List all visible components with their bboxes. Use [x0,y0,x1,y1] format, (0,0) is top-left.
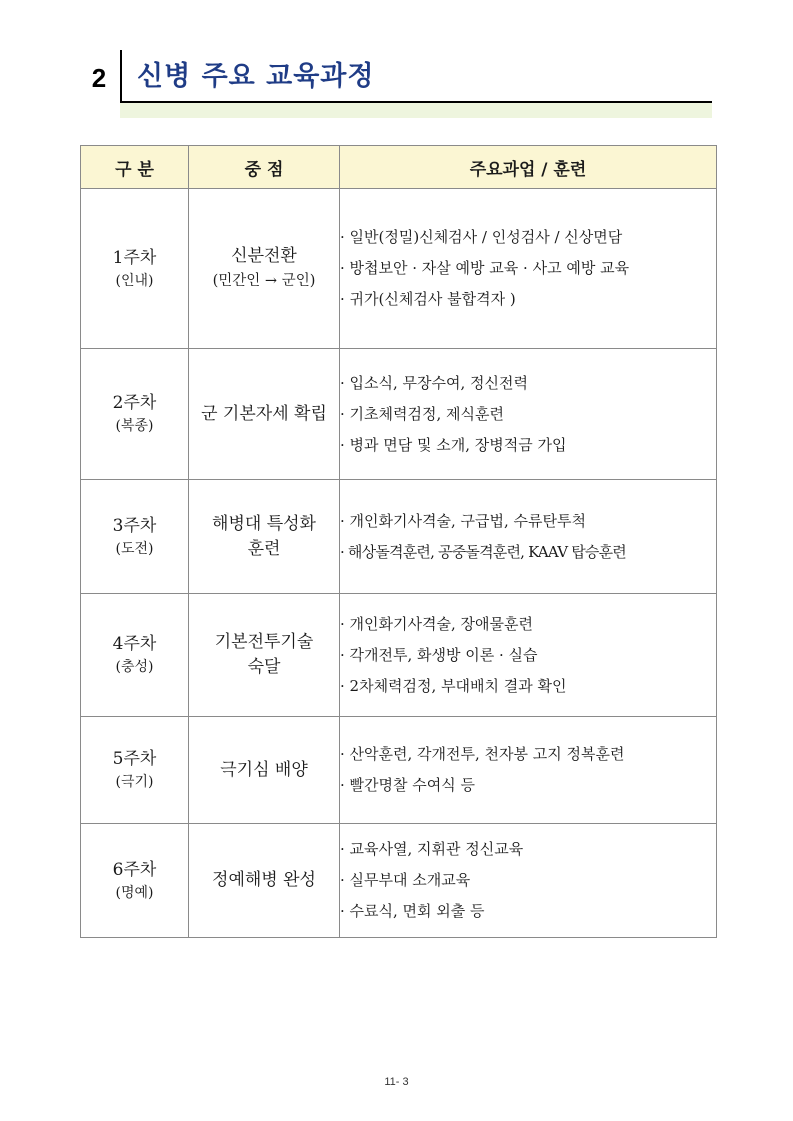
header-courses: 주요과업 / 훈련 [340,146,717,189]
focus-text: 해병대 특성화 [212,513,316,534]
week-stage: (명예) [115,884,154,901]
course-item: · 일반(정밀)신체검사 / 인성검사 / 신상면담 [340,228,623,246]
week-cell [81,824,189,938]
focus-text: 기본전투기술 [214,632,314,652]
table-header-row [81,146,717,189]
course-item: · 개인화기사격술, 장애물훈련 [340,614,533,633]
week-label: 5주차 [112,749,157,769]
courses-cell [340,189,717,349]
focus-subtext: (민간인 → 군인) [212,272,316,289]
week-label: 1주차 [112,247,157,268]
week-label: 3주차 [112,515,157,536]
focus-text: 신분전환 [231,245,297,266]
course-item: · 방첩보안 · 자살 예방 교육 · 사고 예방 교육 [340,259,630,277]
focus-text: 훈련 [247,538,281,559]
table-row [81,349,717,480]
week-cell [81,189,189,349]
week-stage: (극기) [115,774,154,790]
table-row [81,717,717,824]
table-row [81,824,717,938]
focus-cell [189,717,340,824]
section-number: 2 [91,62,107,93]
course-item: · 기초체력검정, 제식훈련 [340,404,504,423]
section-header [80,50,712,120]
course-item: · 실무부대 소개교육 [340,871,471,889]
course-item: · 해상돌격훈련, 공중돌격훈련, KAAV 탑승훈련 [340,542,626,561]
week-cell [81,480,189,594]
curriculum-table [80,145,717,938]
focus-cell [189,349,340,480]
course-item: · 병과 면담 및 소개, 장병적금 가입 [340,435,567,454]
course-item: · 빨간명찰 수여식 등 [340,776,475,794]
section-band [120,103,712,118]
course-item: · 개인화기사격술, 구급법, 수류탄투척 [340,511,586,530]
week-cell [81,594,189,717]
table-row [81,480,717,594]
course-item: · 각개전투, 화생방 이론 · 실습 [340,645,538,664]
week-label: 4주차 [112,634,157,654]
course-item: · 입소식, 무장수여, 정신전력 [340,373,528,392]
focus-cell [189,480,340,594]
course-item: · 귀가(신체검사 불합격자 ) [340,290,516,308]
course-item: · 수료식, 면회 외출 등 [340,902,485,920]
week-cell [81,717,189,824]
courses-cell [340,824,717,938]
course-item: · 교육사열, 지휘관 정신교육 [340,840,524,858]
focus-text: 숙달 [247,657,281,677]
focus-text: 정예해병 완성 [212,870,316,890]
table-body [81,189,717,938]
focus-text: 군 기본자세 확립 [201,403,327,424]
courses-cell [340,480,717,594]
focus-cell [189,189,340,349]
header-week: 구 분 [81,146,189,189]
focus-cell [189,594,340,717]
page-number: 11- 3 [384,1076,409,1088]
course-item: · 산악훈련, 각개전투, 천자봉 고지 정복훈련 [340,745,625,763]
week-stage: (복종) [115,418,154,434]
table-row [81,189,717,349]
header-focus: 중 점 [189,146,340,189]
week-label: 6주차 [112,859,157,880]
table-row [81,594,717,717]
course-item: · 2차체력검정, 부대배치 결과 확인 [340,676,567,695]
courses-cell [340,594,717,717]
courses-cell [340,717,717,824]
courses-cell [340,349,717,480]
week-label: 2주차 [112,393,157,413]
week-cell [81,349,189,480]
week-stage: (인내) [115,272,154,289]
week-stage: (충성) [115,659,154,675]
focus-text: 극기심 배양 [220,759,308,780]
section-divider-vertical [120,50,122,102]
focus-cell [189,824,340,938]
section-title: 신병 주요 교육과정 [137,61,375,92]
week-stage: (도전) [115,540,154,557]
